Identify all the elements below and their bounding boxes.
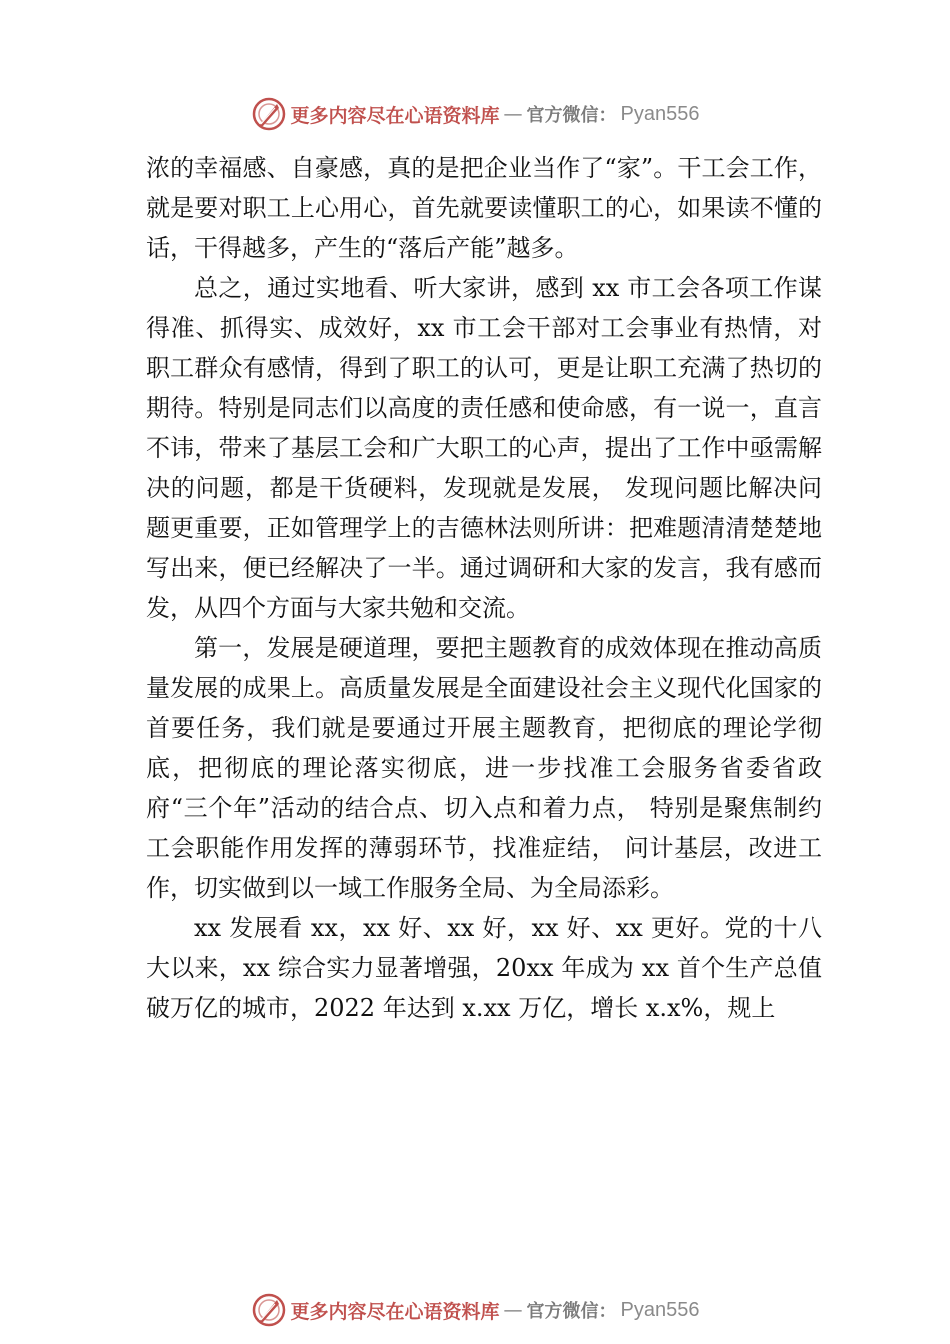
header-official-label: 官方微信： bbox=[526, 105, 617, 126]
paragraph-2: 总之，通过实地看、听大家讲，感到 xx 市工会各项工作谋得准、抓得实、成效好，xx 市工会干部对工会事业有热情，对职工群众有感情，得到了职工的认可，更是让职工充满了热切的期待。特别是同志们以高度的责任感和使命感，有一说一，直言不讳，带来了基层工会和广大职工的心声，提出了工作中亟需解决的问题，都是干货硬料，发现就是发展， 发现问题比解决问题更重要，正如管理学上的吉德林法则所讲：把难题清清楚楚地写出来，便已经解决了一半。通过调研和大家的发言，我有感而发，从四个方面与大家共勉和交流。 bbox=[146, 274, 822, 622]
footer-wechat-id: Pyan556 bbox=[620, 1298, 700, 1321]
feather-pen-logo-icon bbox=[251, 1292, 287, 1328]
footer-brand-text: 更多内容尽在心语资料库 bbox=[290, 1300, 500, 1323]
header-brand-text: 更多内容尽在心语资料库 bbox=[290, 104, 500, 127]
paragraph-1: 浓的幸福感、自豪感，真的是把企业当作了“家”。干工会工作，就是要对职工上心用心，首先就要读懂职工的心，如果读不懂的话，干得越多，产生的“落后产能”越多。 bbox=[146, 154, 822, 262]
footer-separator: — bbox=[503, 1299, 523, 1321]
footer-banner bbox=[0, 1288, 950, 1332]
header-separator: — bbox=[503, 103, 523, 125]
paragraph-4: xx 发展看 xx，xx 好、xx 好，xx 好、xx 更好。党的十八大以来，xx 综合实力显著增强，20xx 年成为 xx 首个生产总值破万亿的城市，2022 年达到 x.xx 万亿，增长 x.x%，规上 bbox=[146, 914, 822, 1022]
header-banner bbox=[0, 92, 950, 136]
paragraph-3: 第一，发展是硬道理，要把主题教育的成效体现在推动高质量发展的成果上。高质量发展是全面建设社会主义现代化国家的首要任务，我们就是要通过开展主题教育，把彻底的理论学彻底，把彻底的理论落实彻底，进一步找准工会服务省委省政府“三个年”活动的结合点、切入点和着力点， 特别是聚焦制约工会职能作用发挥的薄弱环节，找准症结， 问计基层，改进工作，切实做到以一域工作服务全局、为全局添彩。 bbox=[146, 634, 822, 902]
header-wechat-id: Pyan556 bbox=[620, 102, 700, 125]
document-body bbox=[146, 148, 822, 1028]
footer-official-label: 官方微信： bbox=[526, 1301, 617, 1322]
feather-pen-logo-icon bbox=[251, 96, 287, 132]
